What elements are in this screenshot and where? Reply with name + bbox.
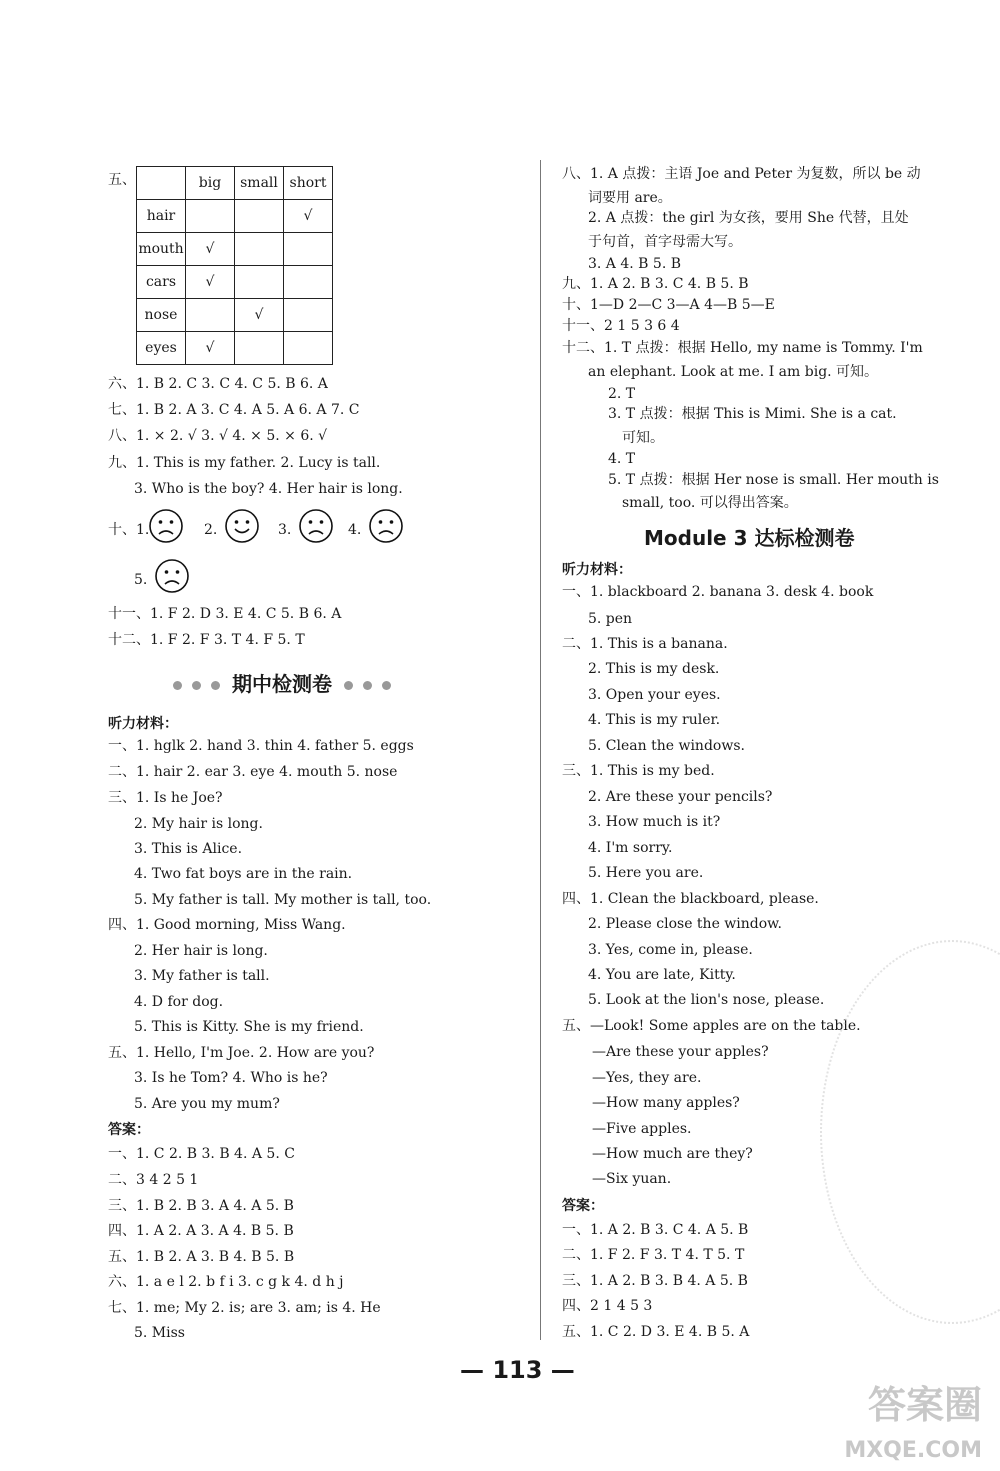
answer-line: 七、1. B 2. A 3. C 4. A 5. A 6. A 7. C [108,402,360,418]
answers-label: 答案： [108,1122,150,1138]
decorative-dot-icon [363,681,372,690]
answer-line: 三、1. B 2. B 3. A 4. A 5. B [108,1198,294,1214]
answer-line: 三、1. A 2. B 3. B 4. A 5. B [562,1273,748,1289]
listening-line: 5. This is Kitty. She is my friend. [134,1019,364,1035]
answer-line: 3. Who is the boy? 4. Her hair is long. [134,481,403,497]
answer-line: 八、1. × 2. √ 3. √ 4. × 5. × 6. √ [108,428,328,444]
listening-line: —Six yuan. [592,1171,672,1187]
answer-line: 十二、1. F 2. F 3. T 4. F 5. T [108,632,305,648]
table-cell: √ [284,200,333,233]
listening-line: 4. Two fat boys are in the rain. [134,866,353,882]
midterm-title-row [168,668,396,697]
table-header-cell: small [235,167,284,200]
table-cell: √ [186,233,235,266]
section-title: 期中检测卷 [231,672,332,696]
table-row-label: cars [137,266,186,299]
answer-line: 五、1. B 2. A 3. B 4. B 5. B [108,1249,295,1265]
table-header-cell [137,167,186,200]
faces-label: 4. [348,522,362,538]
listening-line: —Five apples. [592,1121,692,1137]
page-number: — 113 — [460,1356,575,1384]
listening-line: 4. I'm sorry. [588,840,673,856]
table-cell: √ [186,332,235,365]
faces-label: 2. [204,522,218,538]
listening-line: —Are these your apples? [592,1044,769,1060]
table-cell [284,332,333,365]
watermark-logo: 答案圈 [867,1383,982,1427]
table-cell [235,266,284,299]
decorative-dot-icon [344,681,353,690]
listening-line: 2. Please close the window. [588,916,782,932]
table-cell [284,233,333,266]
listening-line: 四、1. Clean the blackboard, please. [562,891,819,907]
listening-line: 二、1. This is a banana. [562,636,728,652]
listening-line: 四、1. Good morning, Miss Wang. [108,917,346,933]
decorative-dot-icon [211,681,220,690]
listening-line: 五、—Look! Some apples are on the table. [562,1018,861,1034]
sad-face-icon [298,508,334,544]
listening-line: 一、1. hglk 2. hand 3. thin 4. father 5. eggs [108,738,414,754]
answer-line: 3. T 点拨：根据 This is Mimi. She is a cat. [608,406,897,422]
answer-line: 四、2 1 4 5 3 [562,1298,653,1314]
listening-line: 3. My father is tall. [134,968,270,984]
listening-line: 5. Here you are. [588,865,704,881]
table-row-label: nose [137,299,186,332]
listening-line: 4. This is my ruler. [588,712,721,728]
answers-label: 答案： [562,1198,604,1214]
answer-line: small, too. 可以得出答案。 [622,495,798,511]
table-row [137,299,333,332]
listening-line: 5. Look at the lion's nose, please. [588,992,825,1008]
decorative-dot-icon [173,681,182,690]
sad-face-icon [148,508,184,544]
answer-line: 5. Miss [134,1325,185,1341]
answer-line: 词要用 are。 [588,190,672,206]
answer-line: 2. T [608,386,636,402]
answer-line: 5. T 点拨：根据 Her nose is small. Her mouth is [608,472,939,488]
answer-line: 十二、1. T 点拨：根据 Hello, my name is Tommy. I'm [562,340,923,356]
table-header-row [137,167,333,200]
answer-line: 七、1. me; My 2. is; are 3. am; is 4. He [108,1300,381,1316]
answer-line: 二、1. F 2. F 3. T 4. T 5. T [562,1247,745,1263]
happy-face-icon [224,508,260,544]
watermark-circle [820,940,1000,1324]
answer-line: 八、1. A 点拨：主语 Joe and Peter 为复数，所以 be 动 [562,166,921,182]
decorative-dot-icon [192,681,201,690]
listening-line: 2. My hair is long. [134,816,263,832]
answer-line: 2. A 点拨：the girl 为女孩，要用 She 代替，且处 [588,210,909,226]
answer-line: 一、1. A 2. B 3. C 4. A 5. B [562,1222,749,1238]
listening-line: 3. Open your eyes. [588,687,721,703]
table-cell: √ [186,266,235,299]
listening-label: 听力材料： [108,716,178,732]
table-row [137,233,333,266]
answer-line: 十、1—D 2—C 3—A 4—B 5—E [562,297,775,313]
answer-line: 四、1. A 2. A 3. A 4. B 5. B [108,1223,294,1239]
answer-line: 五、1. C 2. D 3. E 4. B 5. A [562,1324,750,1340]
listening-line: —How much are they? [592,1146,753,1162]
listening-line: 4. You are late, Kitty. [588,967,736,983]
listening-line: 五、1. Hello, I'm Joe. 2. How are you? [108,1045,375,1061]
answer-line: 六、1. a e l 2. b f i 3. c g k 4. d h j [108,1274,344,1290]
answer-line: 一、1. C 2. B 3. B 4. A 5. C [108,1146,295,1162]
answer-line: 于句首，首字母需大写。 [588,234,742,250]
sad-face-icon [368,508,404,544]
answer-line: 十一、2 1 5 3 6 4 [562,318,680,334]
listening-line: 3. How much is it? [588,814,721,830]
listening-line: 2. This is my desk. [588,661,720,677]
answer-line: 4. T [608,451,636,467]
listening-line: 5. Are you my mum? [134,1096,280,1112]
table-cell [284,266,333,299]
listening-line: 5. pen [588,611,633,627]
listening-line: 三、1. This is my bed. [562,763,715,779]
faces-label: 5. [134,572,148,588]
listening-line: 3. Yes, come in, please. [588,942,753,958]
table-header-cell: short [284,167,333,200]
table-row-label: mouth [137,233,186,266]
listening-line: 3. Is he Tom? 4. Who is he? [134,1070,328,1086]
column-divider [540,160,541,1340]
module-title: Module 3 达标检测卷 [644,526,855,550]
answer-line: 六、1. B 2. C 3. C 4. C 5. B 6. A [108,376,328,392]
faces-label: 十、1. [108,522,150,538]
table-cell [235,200,284,233]
listening-line: 5. Clean the windows. [588,738,745,754]
listening-line: 4. D for dog. [134,994,224,1010]
table-section-label: 五、 [108,172,136,188]
table-row [137,266,333,299]
table-cell [284,299,333,332]
listening-line: 2. Her hair is long. [134,943,268,959]
table-cell [186,200,235,233]
sad-face-icon [154,558,190,594]
listening-line: 二、1. hair 2. ear 3. eye 4. mouth 5. nose [108,764,398,780]
answer-line: 九、1. A 2. B 3. C 4. B 5. B [562,276,749,292]
answer-line: 九、1. This is my father. 2. Lucy is tall. [108,455,381,471]
answer-line: 十一、1. F 2. D 3. E 4. C 5. B 6. A [108,606,342,622]
table-cell: √ [235,299,284,332]
table-cell [186,299,235,332]
table-header-cell: big [186,167,235,200]
listening-line: 一、1. blackboard 2. banana 3. desk 4. book [562,584,874,600]
table-row [137,200,333,233]
answer-line: an elephant. Look at me. I am big. 可知。 [588,364,879,380]
listening-line: —Yes, they are. [592,1070,702,1086]
watermark-url: MXQE.COM [844,1438,982,1463]
answer-line: 二、3 4 2 5 1 [108,1172,199,1188]
table-row-label: hair [137,200,186,233]
faces-label: 3. [278,522,292,538]
listening-line: 2. Are these your pencils? [588,789,773,805]
table-row-label: eyes [137,332,186,365]
listening-label: 听力材料： [562,562,632,578]
listening-line: 5. My father is tall. My mother is tall, too. [134,892,432,908]
size-table [136,166,333,365]
table-cell [235,233,284,266]
listening-line: —How many apples? [592,1095,740,1111]
answer-line: 3. A 4. B 5. B [588,256,682,272]
table-cell [235,332,284,365]
decorative-dot-icon [382,681,391,690]
table-row [137,332,333,365]
answer-line: 可知。 [622,430,664,446]
listening-line: 3. This is Alice. [134,841,243,857]
listening-line: 三、1. Is he Joe? [108,790,223,806]
